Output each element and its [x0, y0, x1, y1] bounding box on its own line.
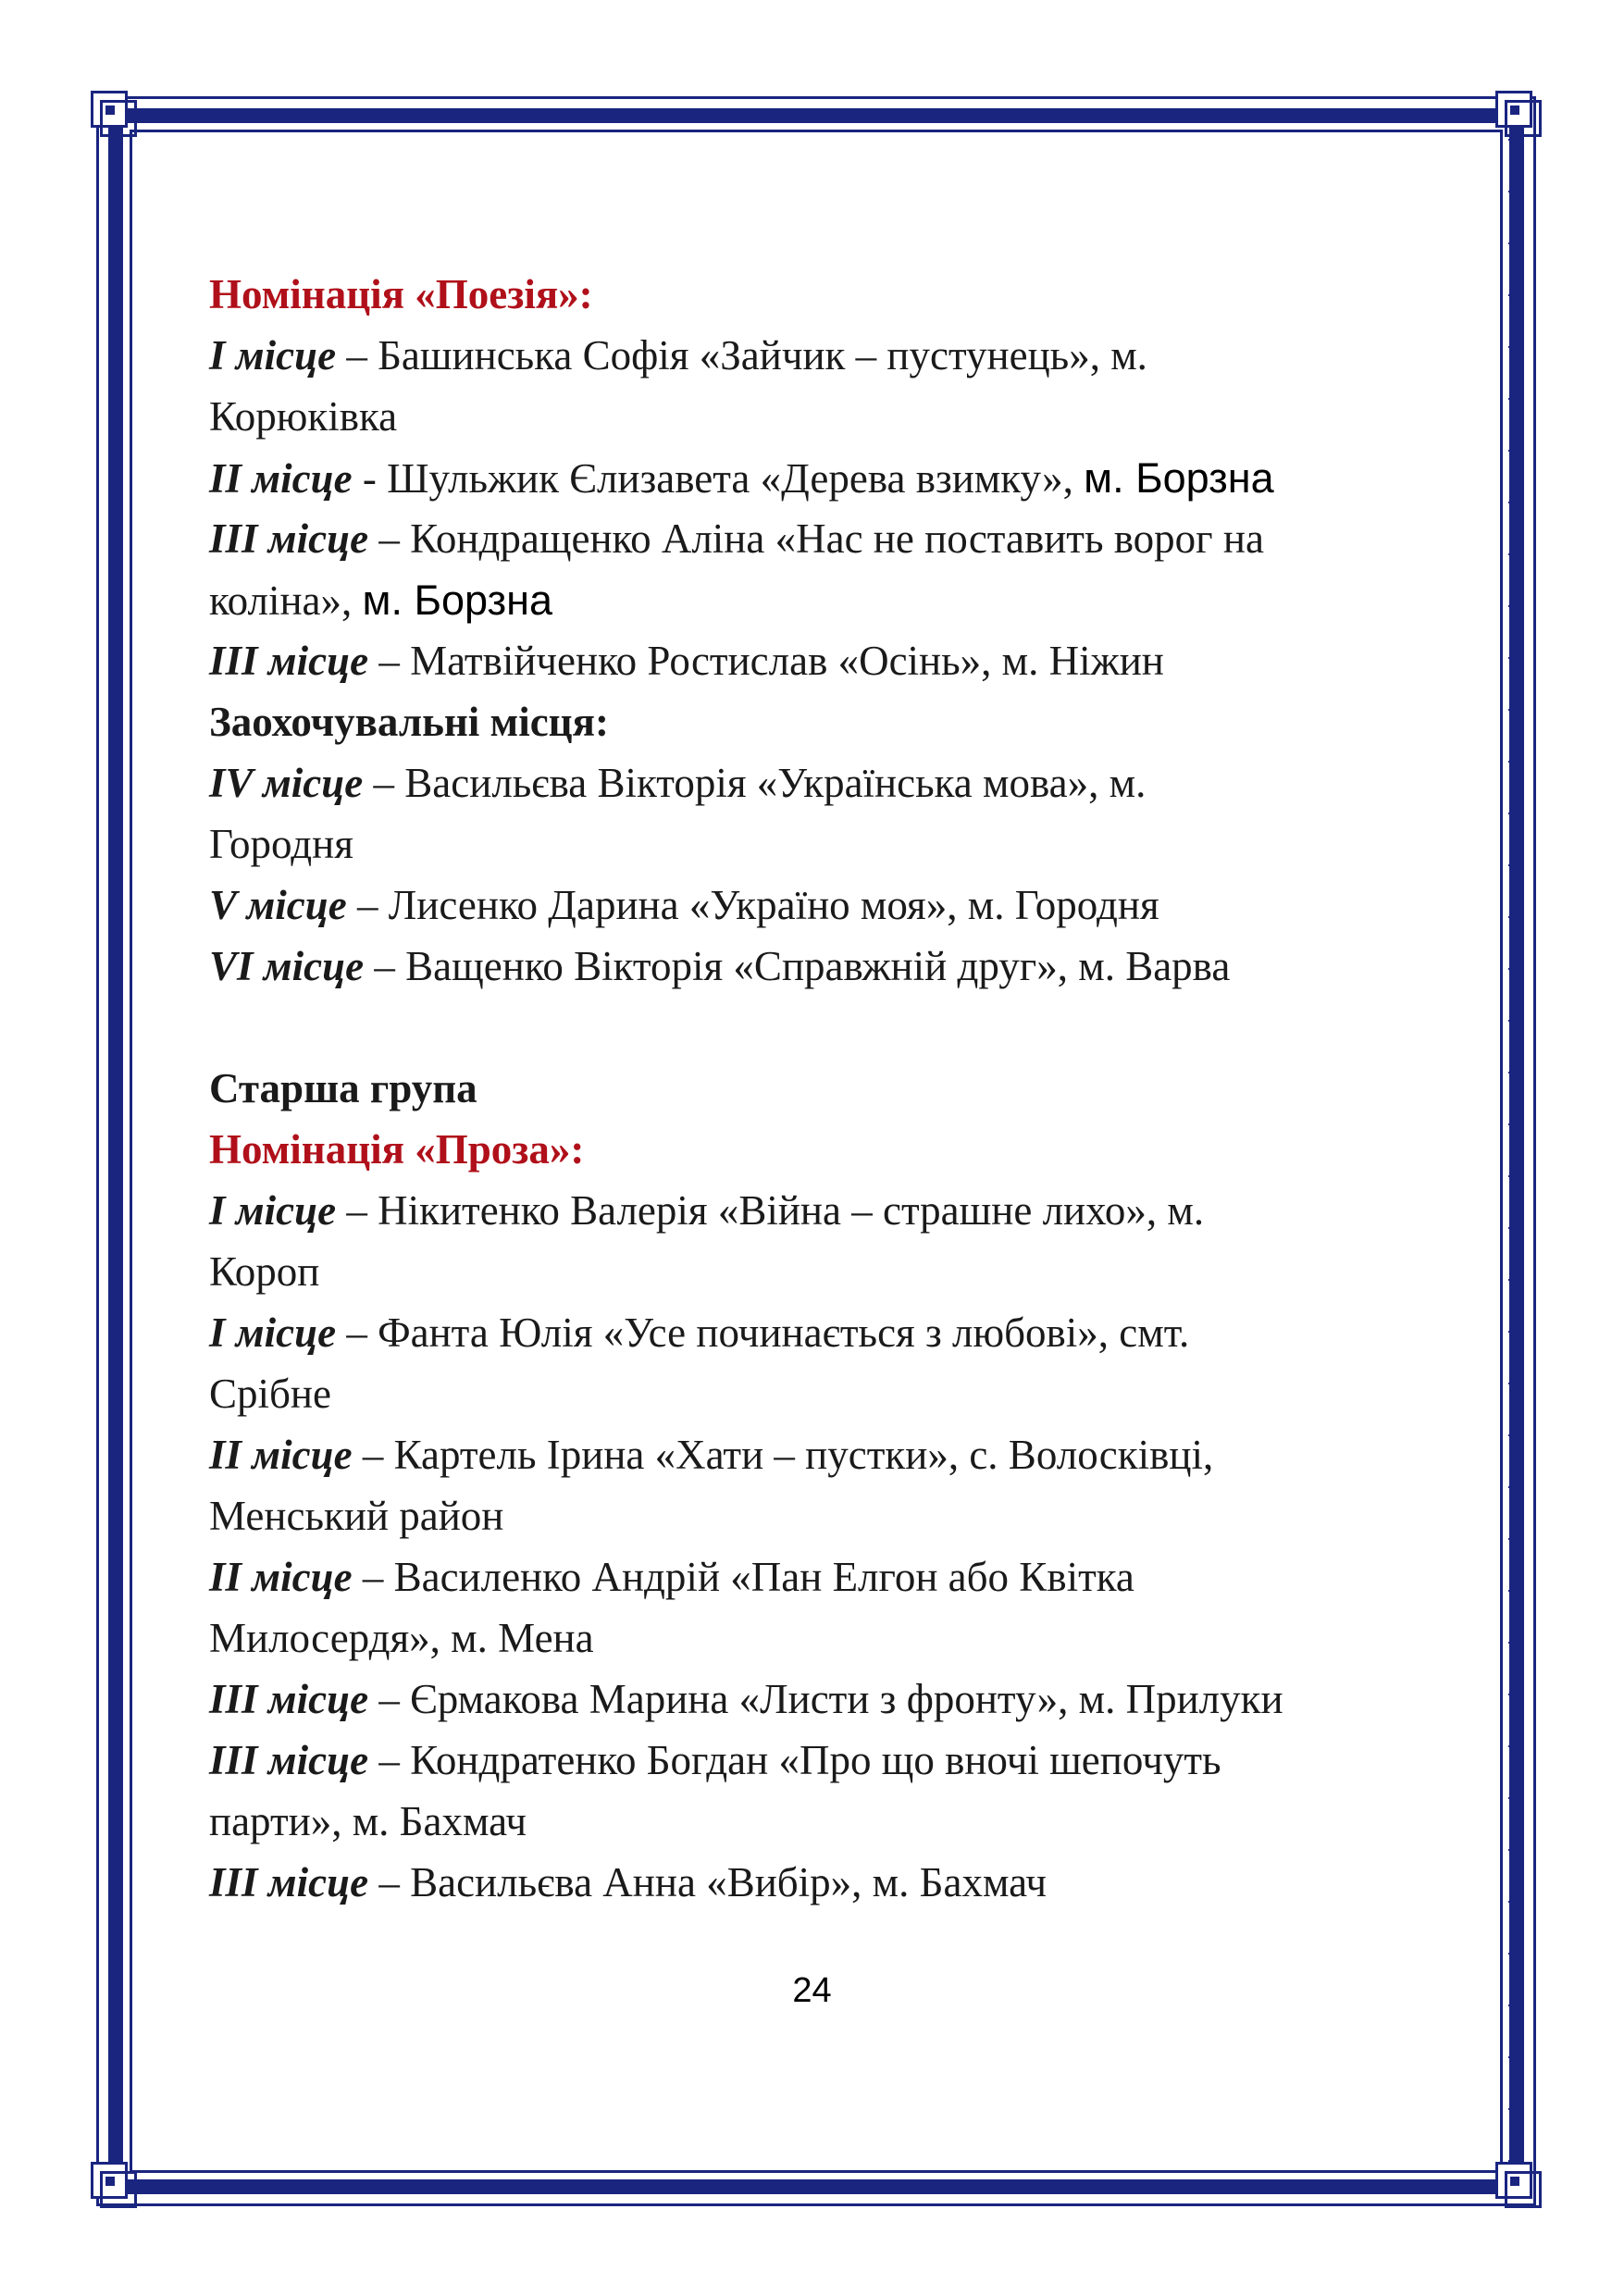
- result-line: [209, 1434, 1213, 1476]
- result-line-continuation: Короп: [209, 1248, 320, 1295]
- place-label: ІІІ місце: [209, 515, 369, 562]
- result-line-continuation: парти», м. Бахмач: [209, 1798, 527, 1844]
- result-line: [209, 640, 1164, 682]
- place-label: ІІІ місце: [209, 1859, 369, 1905]
- result-line-continuation: Менський район: [209, 1493, 504, 1539]
- encouraging-heading: Заохочувальні місця:: [209, 699, 609, 745]
- place-label: IV місце: [209, 760, 364, 806]
- result-text: – Ващенко Вікторія «Справжній друг», м. Варва: [364, 943, 1231, 989]
- result-line: [209, 1554, 1134, 1600]
- result-text: коліна»,: [209, 577, 363, 624]
- place-label: ІІІ місце: [209, 1676, 369, 1722]
- result-line: [209, 454, 1274, 502]
- result-line-continuation: Срібне: [209, 1371, 331, 1417]
- result-line: [209, 882, 1159, 928]
- result-text: – Лисенко Дарина «Україно моя», м. Городня: [346, 882, 1159, 928]
- result-text: – Єрмакова Марина «Листи з фронту», м. Прилуки: [368, 1676, 1283, 1722]
- result-text: – Василенко Андрій «Пан Елгон або Квітка: [352, 1554, 1134, 1600]
- result-line: [209, 1187, 1205, 1234]
- senior-group-heading: Старша група: [209, 1065, 477, 1111]
- border-ticks-left: [115, 139, 120, 2162]
- place-label: ІІ місце: [209, 1554, 353, 1600]
- place-label: ІІ місце: [209, 1432, 353, 1478]
- place-label: І місце: [209, 1187, 337, 1234]
- place-label: ІІІ місце: [209, 638, 369, 684]
- place-label: І місце: [209, 1309, 337, 1356]
- border-corner-ornament: [91, 2162, 137, 2208]
- place-label: І місце: [209, 332, 337, 379]
- result-text: – Картель Ірина «Хати – пустки», с. Волосківці,: [352, 1432, 1214, 1478]
- result-text: – Кондратенко Богдан «Про що вночі шепочуть: [368, 1737, 1221, 1783]
- city-text: м. Борзна: [362, 577, 553, 624]
- result-line: [209, 332, 1147, 379]
- result-line: [209, 1309, 1190, 1356]
- result-line-continuation: Городня: [209, 821, 353, 867]
- result-text: – Башинська Софія «Зайчик – пустунець», м.: [336, 332, 1147, 379]
- place-label: ІІ місце: [209, 455, 353, 502]
- result-line-continuation: Корюківка: [209, 393, 398, 440]
- result-text: - Шульжик Єлизавета «Дерева взимку»,: [352, 455, 1085, 502]
- result-text: – Матвійченко Ростислав «Осінь», м. Ніжин: [368, 638, 1164, 684]
- result-text: – Васильєва Вікторія «Українська мова», м.: [363, 760, 1147, 806]
- border-ticks-right: [1508, 139, 1514, 2162]
- poetry-heading: Номінація «Поезія»:: [209, 271, 593, 317]
- result-line: [209, 943, 1231, 989]
- result-line-continuation: [209, 579, 552, 622]
- place-label: ІІІ місце: [209, 1737, 369, 1783]
- page-number: 24: [792, 1971, 832, 2010]
- place-label: V місце: [209, 882, 347, 928]
- border-corner-ornament: [1495, 91, 1542, 137]
- result-line: [209, 515, 1264, 562]
- result-line-continuation: Милосердя», м. Мена: [209, 1615, 594, 1661]
- city-text: м. Борзна: [1084, 454, 1274, 502]
- result-line: [209, 760, 1147, 806]
- result-line: [209, 1859, 1047, 1905]
- prose-heading: Номінація «Проза»:: [209, 1126, 585, 1173]
- border-corner-ornament: [91, 91, 137, 137]
- place-label: VІ місце: [209, 943, 365, 989]
- result-line: [209, 1676, 1283, 1722]
- result-text: – Кондращенко Аліна «Нас не поставить ворог на: [368, 515, 1264, 562]
- result-line: [209, 1737, 1221, 1783]
- border-corner-ornament: [1495, 2162, 1542, 2208]
- border-ticks-top: [139, 115, 1494, 120]
- result-text: – Васильєва Анна «Вибір», м. Бахмач: [368, 1859, 1047, 1905]
- result-text: – Нікитенко Валерія «Війна – страшне лихо», м.: [336, 1187, 1205, 1234]
- border-ticks-bottom: [139, 2181, 1494, 2187]
- result-text: – Фанта Юлія «Усе починається з любові», смт.: [336, 1309, 1190, 1356]
